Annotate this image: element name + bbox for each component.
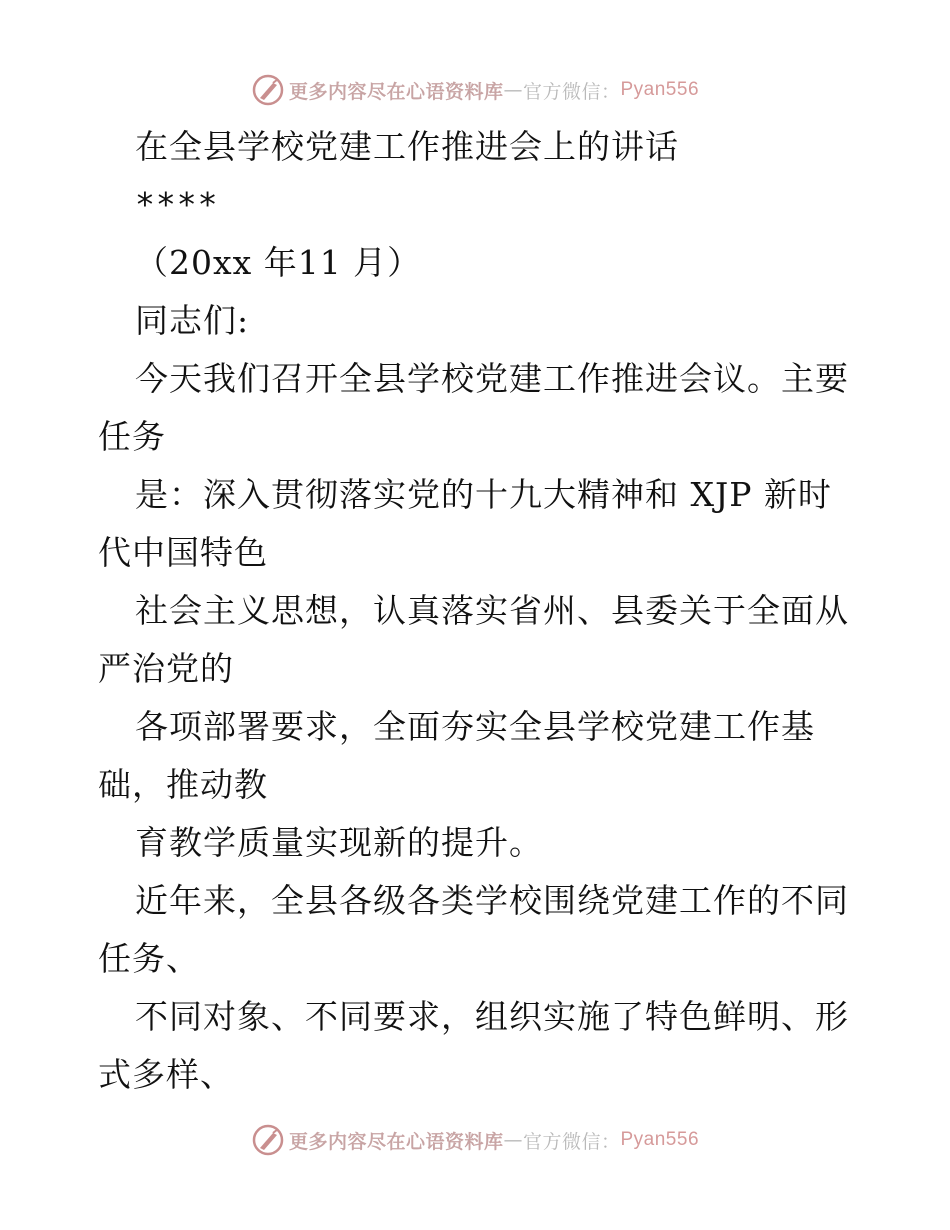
paragraph-line: 式多样、 xyxy=(98,1055,234,1094)
header-watermark xyxy=(0,70,950,110)
document-author: **** xyxy=(135,185,219,224)
watermark-separator: — xyxy=(503,79,523,101)
watermark-handle: Pyan556 xyxy=(620,79,700,100)
document-date: （20xx 年11 月） xyxy=(135,243,422,282)
paragraph-line: 近年来，全县各级各类学校围绕党建工作的不同 xyxy=(135,881,849,920)
paragraph-line: 任务 xyxy=(98,417,166,456)
paragraph-line: 不同对象、不同要求，组织实施了特色鲜明、形 xyxy=(135,997,849,1036)
paragraph-line: 代中国特色 xyxy=(98,533,268,572)
watermark-contact-label: 官方微信： xyxy=(522,80,621,103)
document-title: 在全县学校党建工作推进会上的讲话 xyxy=(135,127,679,166)
footer-watermark xyxy=(0,1120,950,1160)
quill-pen-icon xyxy=(251,73,285,107)
document-body xyxy=(98,118,858,1104)
watermark-brand: 更多内容尽在心语资料库 xyxy=(288,80,504,103)
paragraph-line: 严治党的 xyxy=(98,649,234,688)
document-salutation: 同志们: xyxy=(135,301,250,340)
paragraph-line: 是：深入贯彻落实党的十九大精神和 XJP 新时 xyxy=(135,475,832,514)
watermark-handle: Pyan556 xyxy=(620,1129,700,1150)
paragraph-line: 今天我们召开全县学校党建工作推进会议。主要 xyxy=(135,359,849,398)
paragraph-line: 任务、 xyxy=(98,939,200,978)
quill-pen-icon xyxy=(251,1123,285,1157)
watermark-separator: — xyxy=(503,1129,523,1151)
paragraph-line: 社会主义思想，认真落实省州、县委关于全面从 xyxy=(135,591,849,630)
paragraph-line: 各项部署要求，全面夯实全县学校党建工作基 xyxy=(135,707,815,746)
paragraph-line: 育教学质量实现新的提升。 xyxy=(135,823,543,862)
watermark-contact-label: 官方微信： xyxy=(522,1130,621,1153)
watermark-brand: 更多内容尽在心语资料库 xyxy=(288,1130,504,1153)
paragraph-line: 础，推动教 xyxy=(98,765,268,804)
